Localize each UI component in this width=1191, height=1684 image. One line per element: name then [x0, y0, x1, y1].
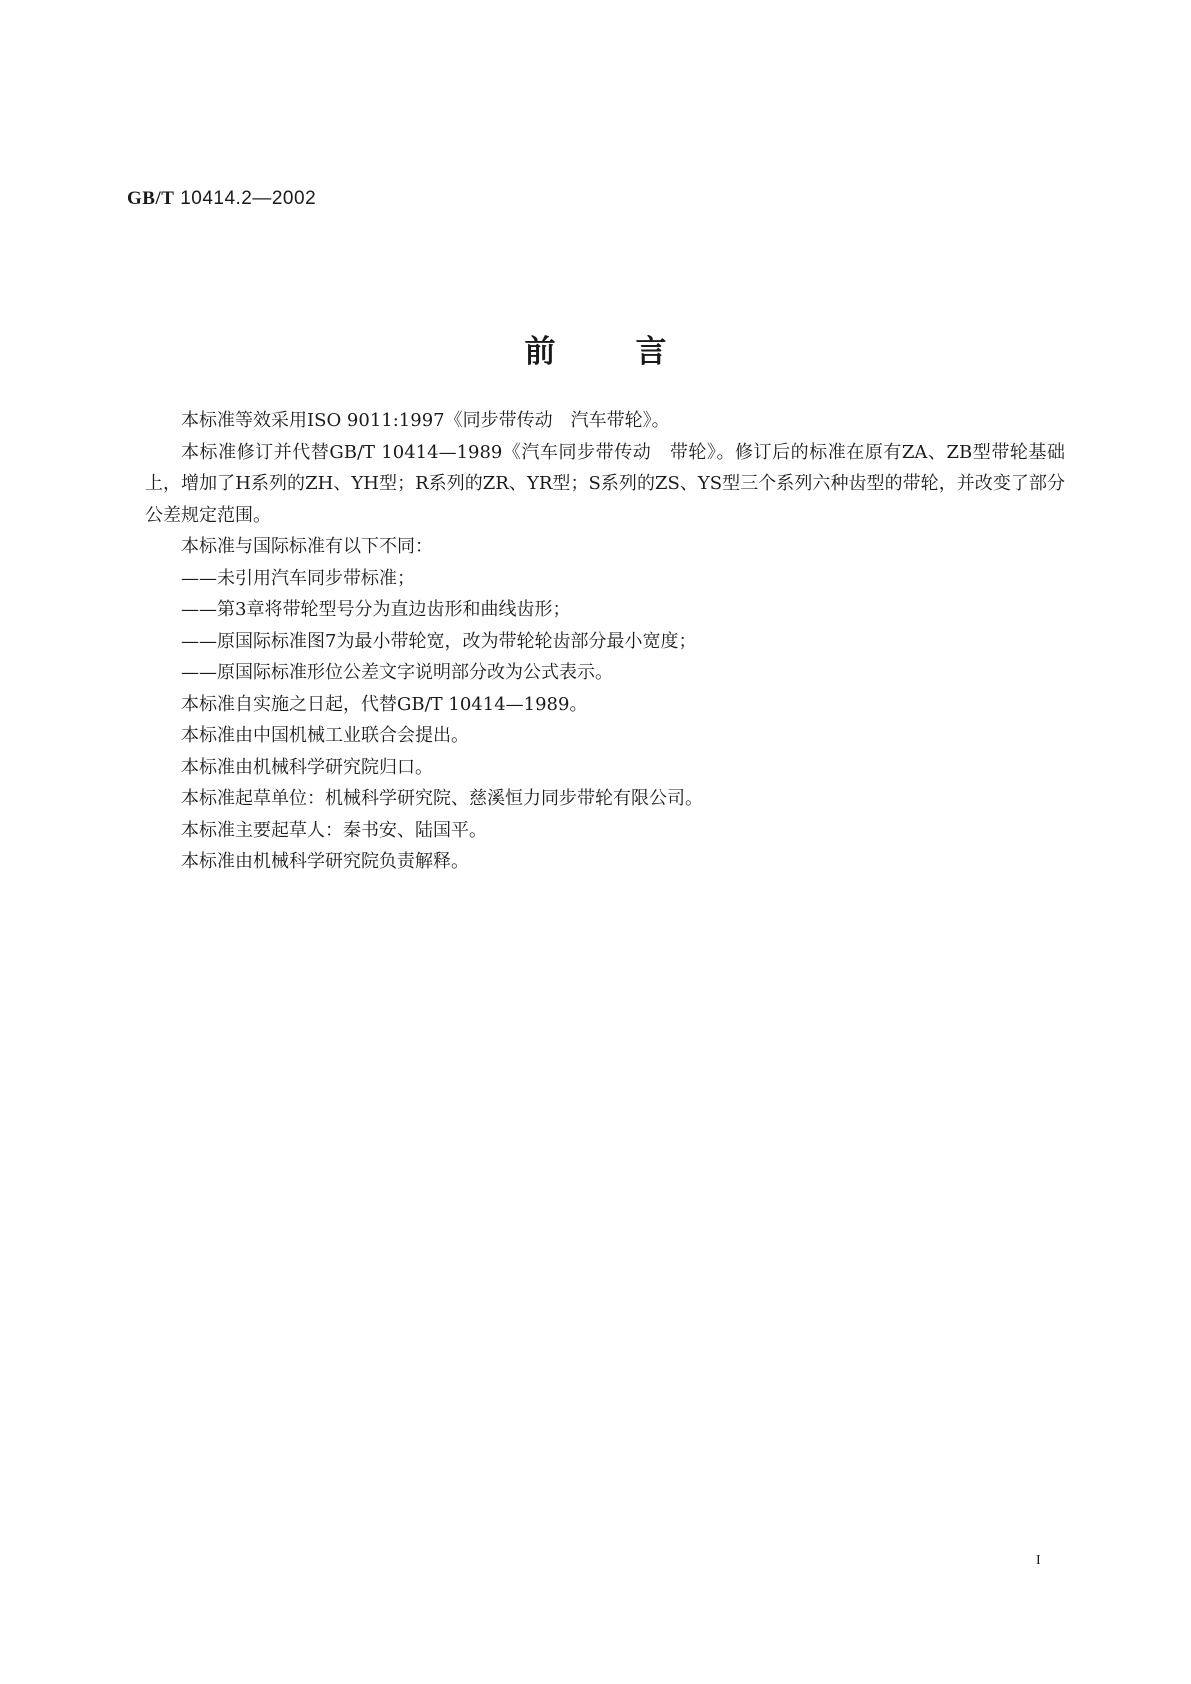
page-title: 前言: [524, 334, 747, 370]
paragraph: 本标准由机械科学研究院负责解释。: [181, 851, 469, 872]
paragraph: 本标准由机械科学研究院归口。: [181, 756, 433, 778]
paragraph: 本标准与国际标准有以下不同：: [181, 536, 433, 557]
list-item: ——原国际标准图7为最小带轮宽，改为带轮轮齿部分最小宽度；: [181, 630, 697, 652]
paragraph: 本标准起草单位：机械科学研究院、慈溪恒力同步带轮有限公司。: [181, 788, 703, 809]
list-item: ——未引用汽车同步带标准；: [181, 567, 415, 589]
document-code-prefix: GB/T: [127, 188, 175, 209]
list-item: ——第3章将带轮型号分为直边齿形和曲线齿形；: [181, 599, 571, 620]
document-code-number: 10414.2—2002: [180, 188, 317, 209]
paragraph: 本标准等效采用ISO 9011:1997《同步带传动 汽车带轮》。: [181, 410, 670, 431]
foreword-body: [145, 405, 1065, 878]
paragraph: 本标准自实施之日起，代替GB/T 10414—1989。: [181, 693, 588, 715]
page-number: I: [1036, 1553, 1041, 1568]
list-item: ——原国际标准形位公差文字说明部分改为公式表示。: [181, 662, 613, 683]
document-code: [127, 188, 316, 210]
paragraph: 本标准修订并代替GB/T 10414—1989《汽车同步带传动 带轮》。修订后的标准在原有ZA、ZB型带轮基础上，增加了H系列的ZH、YH型；R系列的ZR、YR型；S系列的ZS、YS型三个系列六种齿型的带轮，并改变了部分公差规定范围。: [145, 441, 1065, 526]
paragraph: 本标准主要起草人：秦书安、陆国平。: [181, 819, 487, 841]
paragraph: 本标准由中国机械工业联合会提出。: [181, 725, 469, 746]
